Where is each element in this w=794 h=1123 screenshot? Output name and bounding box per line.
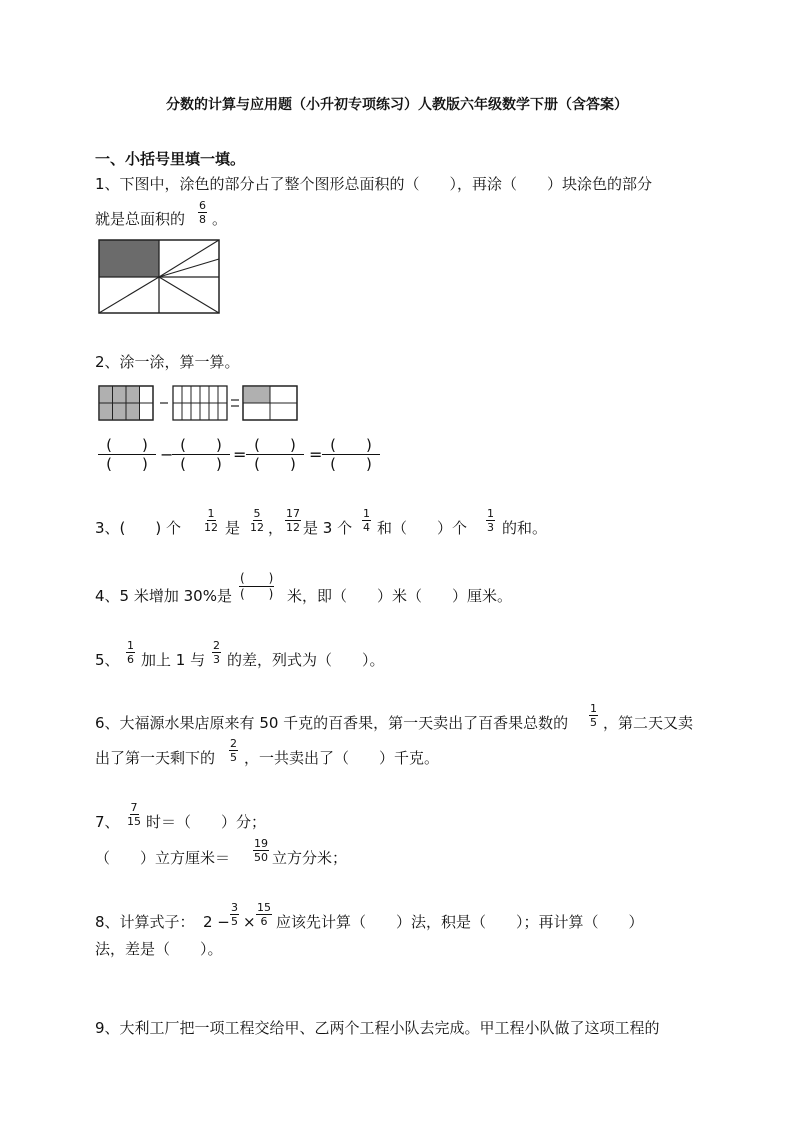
q8-times: × bbox=[243, 913, 256, 931]
page-title: 分数的计算与应用题（小升初专项练习）人教版六年级数学下册（含答案） bbox=[166, 97, 628, 113]
q1-diagonal bbox=[159, 259, 219, 277]
q4-blank-fraction[interactable]: ( ) ( ) bbox=[240, 571, 274, 601]
q8-expr-start: 2 − bbox=[203, 913, 230, 931]
q2-blank-fraction[interactable]: ( ) ( ) bbox=[246, 437, 304, 472]
q1-line2: 就是总面积的 bbox=[95, 210, 186, 228]
q3-fraction: $\frac{17}{12}$ bbox=[286, 507, 300, 534]
q2-text: 2、涂一涂，算一算。 bbox=[95, 353, 240, 371]
q1-fraction bbox=[198, 200, 207, 225]
q2-minus: − bbox=[160, 445, 174, 464]
q6-fraction: $\frac{1}{5}$ bbox=[590, 702, 597, 729]
q2-blank-fraction[interactable]: ( ) ( ) bbox=[322, 437, 380, 472]
q7-part-c: （ ）立方厘米＝ bbox=[95, 849, 231, 867]
q2-blank-fraction[interactable]: ( ) ( ) bbox=[172, 437, 230, 472]
q4-part-a: 4、5 米增加 30%是 bbox=[95, 587, 232, 605]
q8-line2: 法，差是（ ）。 bbox=[95, 940, 223, 958]
q1-diagonal bbox=[159, 277, 219, 313]
q1-end: 。 bbox=[212, 210, 228, 228]
q6-tail1: ，第二天又卖 bbox=[603, 714, 694, 732]
q6-line1: 6、大福源水果店原来有 50 千克的百香果，第一天卖出了百香果总数的 bbox=[95, 714, 569, 732]
q7-part-a: 7、 bbox=[95, 813, 120, 831]
q2-rect-a bbox=[99, 386, 153, 420]
q1-frac-denominator: 8 bbox=[199, 213, 206, 226]
q3-fraction: $\frac{1}{3}$ bbox=[487, 507, 494, 534]
q3-part-e: 的和。 bbox=[502, 519, 548, 537]
section-heading: 一、小括号里填一填。 bbox=[95, 150, 246, 168]
q7-fraction: $\frac{7}{15}$ bbox=[127, 801, 141, 828]
q5-fraction: $\frac{1}{6}$ bbox=[127, 639, 134, 666]
q5-fraction: $\frac{2}{3}$ bbox=[213, 639, 220, 666]
q2-blank-fraction[interactable]: ( ) ( ) bbox=[98, 437, 156, 472]
q8-part-a: 8、计算式子： bbox=[95, 913, 195, 931]
q1-diagonal bbox=[99, 277, 159, 313]
q6-fraction: $\frac{2}{5}$ bbox=[230, 737, 237, 764]
q2-rect-c bbox=[243, 386, 297, 420]
q6-line2a: 出了第一天剩下的 bbox=[95, 749, 216, 767]
q6-line2b: ，一共卖出了（ ）千克。 bbox=[244, 749, 440, 767]
q2-rect-b bbox=[173, 386, 227, 420]
q3-sep: ， bbox=[268, 519, 284, 537]
q9-text: 9、大利工厂把一项工程交给甲、乙两个工程小队去完成。甲工程小队做了这项工程的 bbox=[95, 1019, 660, 1037]
q3-part-b: 是 bbox=[225, 519, 241, 537]
q8-fraction: $\frac{15}{6}$ bbox=[257, 901, 271, 928]
q3-part-c: 是 3 个 bbox=[303, 519, 353, 537]
q5-part-c: 的差，列式为（ ）。 bbox=[227, 651, 385, 669]
q2-equals: = bbox=[233, 445, 247, 464]
q3-part-a: 3、( ) 个 bbox=[95, 519, 182, 537]
q7-part-d: 立方分米； bbox=[272, 849, 348, 867]
q3-fraction: $\frac{1}{4}$ bbox=[363, 507, 370, 534]
q2-figures bbox=[98, 385, 300, 423]
q1-frac-numerator: 6 bbox=[199, 199, 206, 212]
q8-fraction: $\frac{3}{5}$ bbox=[231, 901, 238, 928]
q4-part-b: 米，即（ ）米（ ）厘米。 bbox=[287, 587, 513, 605]
q2-equals: = bbox=[309, 445, 323, 464]
q7-fraction: $\frac{19}{50}$ bbox=[254, 837, 268, 864]
q3-part-d: 和（ ）个 bbox=[377, 519, 468, 537]
q1-diagonal bbox=[159, 240, 219, 277]
q1-shaded-square bbox=[99, 240, 159, 277]
q3-fraction: $\frac{5}{12}$ bbox=[250, 507, 264, 534]
q7-part-b: 时＝（ ）分； bbox=[146, 813, 267, 831]
q1-line1: 1、下图中，涂色的部分占了整个图形总面积的（ ），再涂（ ）块涂色的部分 bbox=[95, 175, 653, 193]
q5-part-a: 5、 bbox=[95, 651, 120, 669]
q5-part-b: 加上 1 与 bbox=[141, 651, 206, 669]
q8-part-b: 应该先计算（ ）法，积是（ ）；再计算（ ） bbox=[276, 913, 644, 931]
q3-fraction: $\frac{1}{12}$ bbox=[204, 507, 218, 534]
q1-figure bbox=[98, 239, 222, 315]
